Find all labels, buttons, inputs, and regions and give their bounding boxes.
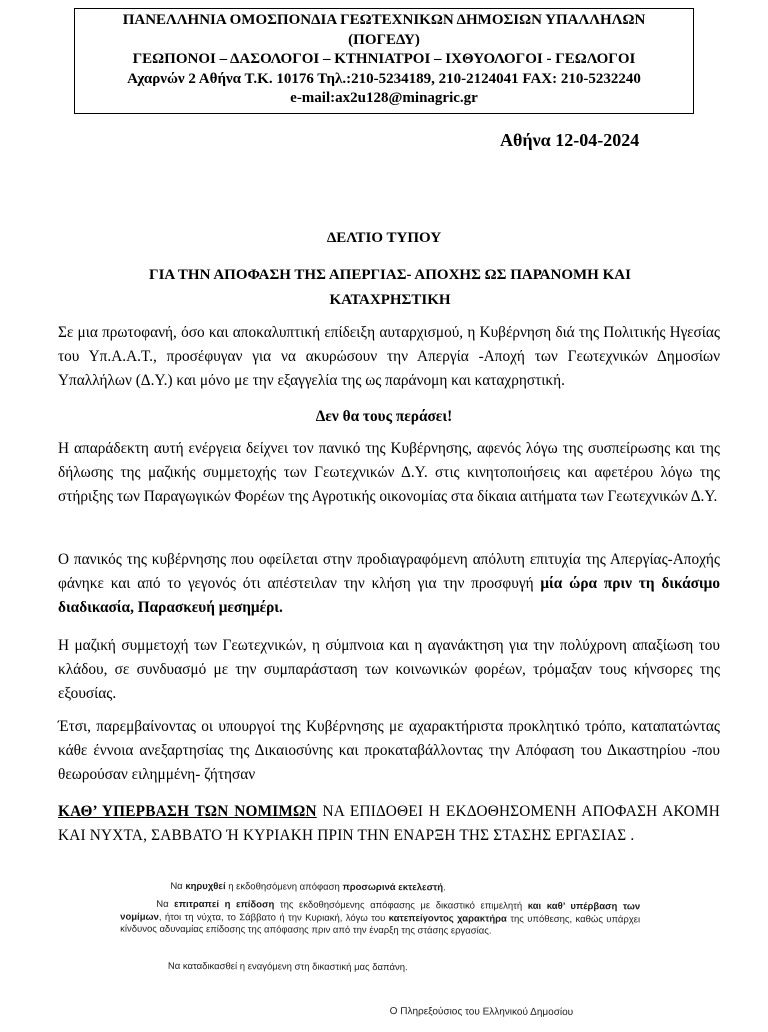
document-date: Αθήνα 12-04-2024	[500, 130, 640, 150]
scanned-court-excerpt	[120, 875, 641, 1028]
slogan: Δεν θα τους περάσει!	[315, 408, 453, 425]
federation-name: ΠΑΝΕΛΛΗΝΙΑ ΟΜΟΣΠΟΝΔΙΑ ΓΕΩΤΕΧΝΙΚΩΝ ΔΗΜΟΣΙΩΝ ΥΠΑΛΛΗΛΩΝ	[122, 12, 646, 28]
excerpt-line-3: Να καταδικασθεί η εναγόμενη στη δικαστική μας δαπάνη.	[167, 960, 408, 974]
paragraph-4: Η μαζική συμμετοχή των Γεωτεχνικών, η σύμπνοια και η αγανάκτηση για την πολύχρονη απαξίωση του κλάδου, σε συνδυασμό με την συμπαράσταση των κοινωνικών φορέων, τρόμαξαν τους κήνσορες της εξουσίας.	[58, 637, 720, 702]
paragraph-5: Έτσι, παρεμβαίνοντας οι υπουργοί της Κυβέρνησης με αχαρακτήριστα προκλητικό τρόπο, καταπατώντας κάθε έννοια ανεξαρτησίας της Δικαιοσύνης και προκαταβάλλοντας την Απόφαση του Δικαστηρίου -που θεωρούσαν ειλημμένη- ζήτησαν	[58, 718, 720, 783]
federation-acronym: (ΠΟΓΕΔΥ)	[348, 31, 420, 48]
professions-line: ΓΕΩΠΟΝΟΙ – ΔΑΣΟΛΟΓΟΙ – ΚΤΗΝΙΑΤΡΟΙ – ΙΧΘΥΟΛΟΓΟΙ - ΓΕΩΛΟΓΟΙ	[132, 51, 636, 67]
paragraph-6	[58, 800, 720, 848]
headline-line-2: ΚΑΤΑΧΡΗΣΤΙΚΗ	[329, 292, 451, 308]
paragraph-6-text: ΝΑ ΕΠΙΔΟΘΕΙ Η ΕΚΔΟΘΗΣΟΜΕΝΗ ΑΠΟΦΑΣΗ ΑΚΟΜΗ ΚΑΙ ΝΥΧΤΑ, ΣΑΒΒΑΤΟ Ή ΚΥΡΙΑΚΗ ΠΡΙΝ ΤΗΝ ΕΝΑΡΞΗ ΤΗΣ ΣΤΑΣΗΣ ΕΡΓΑΣΙΑΣ .	[58, 803, 720, 844]
paragraph-6-emphasis: ΚΑΘ’ ΥΠΕΡΒΑΣΗ ΤΩΝ ΝΟΜΙΜΩΝ	[58, 803, 317, 820]
press-release-title: ΔΕΛΤΙΟ ΤΥΠΟΥ	[326, 230, 442, 246]
headline	[100, 263, 680, 313]
paragraph-1: Σε μια πρωτοφανή, όσο και αποκαλυπτική επίδειξη αυταρχισμού, η Κυβέρνηση διά της Πολιτικής Ηγεσίας του Υπ.Α.Α.Τ., προσέφυγαν για να ακυρώσουν την Απεργία -Αποχή των Γεωτεχνικών Δημοσίων Υπαλλήλων (Δ.Υ.) και μόνο με την εξαγγελία της ως παράνομη και καταχρηστική.	[58, 324, 720, 389]
paragraph-3-emphasis: μία ώρα πριν τη δικάσιμο διαδικασία, Παρασκευή μεσημέρι.	[58, 575, 720, 616]
excerpt-paragraph-2: Να επιτραπεί η επίδοση της εκδοθησόμενης απόφασης με δικαστικό επιμελητή και καθ’ υπέρβαση των νομίμων, ήτοι τη νύχτα, το Σάββατο ή την Κυριακή, λόγω του κατεπείγοντος χαρακτήρα της υπόθεσης, καθώς υπάρχει κίνδυνος αδυναμίας επίδοσης της απόφασης πριν από την έναρξη της στάσης εργασίας.	[120, 898, 641, 937]
excerpt-signature: Ο Πληρεξούσιος του Ελληνικού Δημοσίου	[389, 1006, 574, 1019]
paragraph-3	[58, 548, 720, 620]
address-line: Αχαρνών 2 Αθήνα Τ.Κ. 10176 Τηλ.:210-5234189, 210-2124041 FAX: 210-5232240	[127, 70, 641, 87]
email-line: e-mail:ax2u128@minagric.gr	[290, 90, 478, 106]
excerpt-line-1: Να κηρυχθεί η εκδοθησόμενη απόφαση προσωρινά εκτελεστή.	[170, 880, 446, 894]
paragraph-3-text: Ο πανικός της κυβέρνησης που οφείλεται στην προδιαγραφόμενη απόλυτη επιτυχία της Απεργίας-Αποχής φάνηκε και από το γεγονός ότι απέστειλαν την κλήση για την προσφυγή	[58, 551, 720, 592]
letterhead-box	[74, 8, 694, 114]
headline-line-1: ΓΙΑ ΤΗΝ ΑΠΟΦΑΣΗ ΤΗΣ ΑΠΕΡΓΙΑΣ- ΑΠΟΧΗΣ ΩΣ ΠΑΡΑΝΟΜΗ ΚΑΙ	[149, 267, 631, 283]
paragraph-2: Η απαράδεκτη αυτή ενέργεια δείχνει τον πανικό της Κυβέρνησης, αφενός λόγω της συσπείρωσης και της δήλωσης της μαζικής συμμετοχής των Γεωτεχνικών Δ.Υ. στις κινητοποιήσεις και αφετέρου λόγω της στήριξης των Παραγωγικών Φορέων της Αγροτικής οικονομίας στα δίκαια αιτήματα των Γεωτεχνικών Δ.Υ.	[58, 440, 720, 505]
